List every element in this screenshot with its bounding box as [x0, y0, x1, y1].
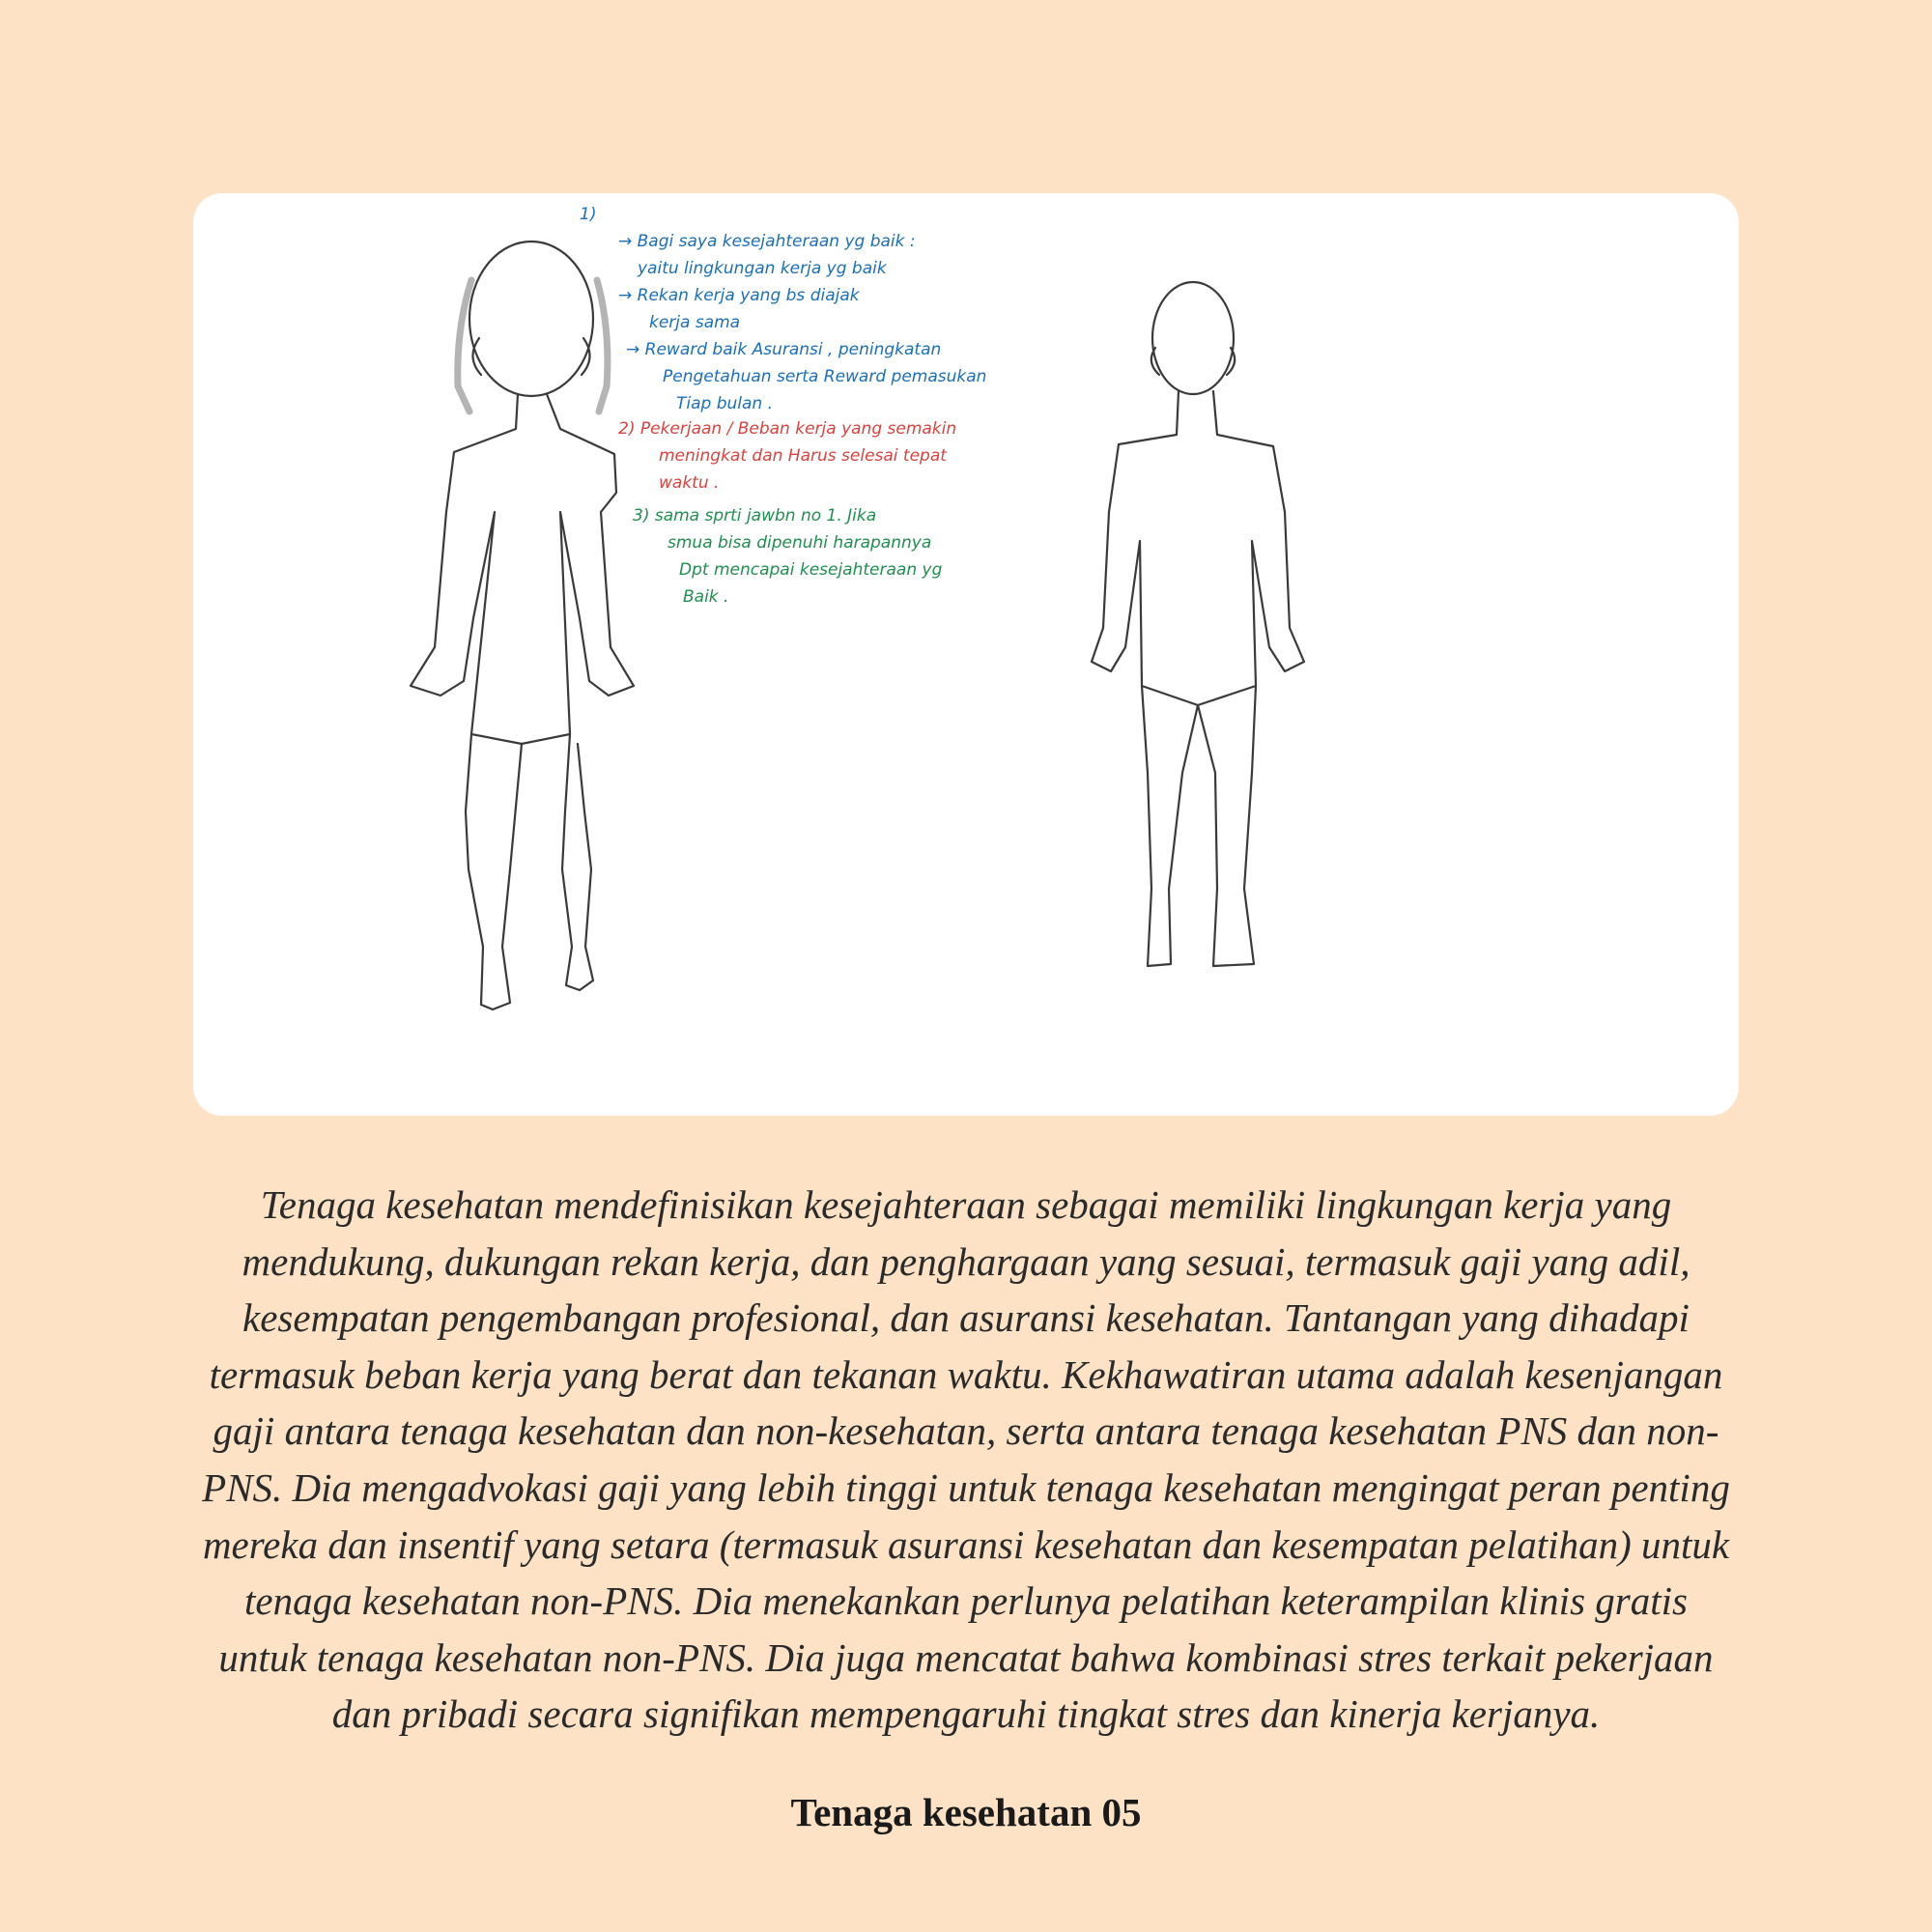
note-line: 1) [580, 205, 597, 224]
note-line: waktu . [659, 473, 720, 493]
note-line: 3) sama sprti jawbn no 1. Jika [633, 506, 877, 526]
participant-label: Tenaga kesehatan 05 [790, 1790, 1142, 1834]
caption-line: termasuk beban kerja yang berat dan tekanan waktu. Kekhawatiran utama adalah kesenjangan [209, 1351, 1723, 1397]
drawing-card [193, 193, 1739, 1116]
note-line: Pengetahuan serta Reward pemasukan [663, 367, 987, 386]
note-line: Baik . [683, 587, 729, 607]
caption-line: Tenaga kesehatan mendefinisikan kesejahteraan sebagai memiliki lingkungan kerja yang [260, 1182, 1672, 1227]
note-line: Dpt mencapai kesejahteraan yg [679, 560, 943, 580]
caption-line: mendukung, dukungan rekan kerja, dan penghargaan yang sesuai, termasuk gaji yang adil, [242, 1238, 1690, 1284]
note-line: → Reward baik Asuransi , peningkatan [626, 340, 942, 359]
note-line: meningkat dan Harus selesai tepat [659, 446, 947, 466]
caption-line: PNS. Dia mengadvokasi gaji yang lebih tinggi untuk tenaga kesehatan mengingat peran penting [202, 1464, 1730, 1510]
caption-paragraph [193, 1177, 1739, 1743]
note-line: yaitu lingkungan kerja yg baik [638, 259, 887, 278]
caption-line: gaji antara tenaga kesehatan dan non-kesehatan, serta antara tenaga kesehatan PNS dan non- [213, 1408, 1719, 1454]
note-line: → Rekan kerja yang bs diajak [618, 286, 860, 305]
note-line: 2) Pekerjaan / Beban kerja yang semakin [618, 419, 957, 439]
note-line: Tiap bulan . [676, 394, 774, 413]
note-1 [580, 201, 986, 417]
caption-line: untuk tenaga kesehatan non-PNS. Dia juga mencatat bahwa kombinasi stres terkait pekerjaan [218, 1634, 1714, 1680]
caption-line: dan pribadi secara signifikan mempengaruhi tingkat stres dan kinerja kerjanya. [331, 1691, 1601, 1737]
caption-line: tenaga kesehatan non-PNS. Dia menekankan perlunya pelatihan keterampilan klinis gratis [244, 1578, 1688, 1624]
note-line: → Bagi saya kesejahteraan yg baik : [618, 232, 916, 251]
note-line: smua bisa dipenuhi harapannya [668, 533, 932, 553]
note-line: kerja sama [649, 313, 741, 332]
note-3 [633, 502, 942, 611]
male-figure [1092, 282, 1304, 966]
caption-line: kesempatan pengembangan profesional, dan asuransi kesehatan. Tantangan yang dihadapi [242, 1295, 1690, 1341]
note-2 [618, 415, 956, 497]
caption-line: mereka dan insentif yang setara (termasuk asuransi kesehatan dan kesempatan pelatihan) untuk [202, 1521, 1730, 1567]
